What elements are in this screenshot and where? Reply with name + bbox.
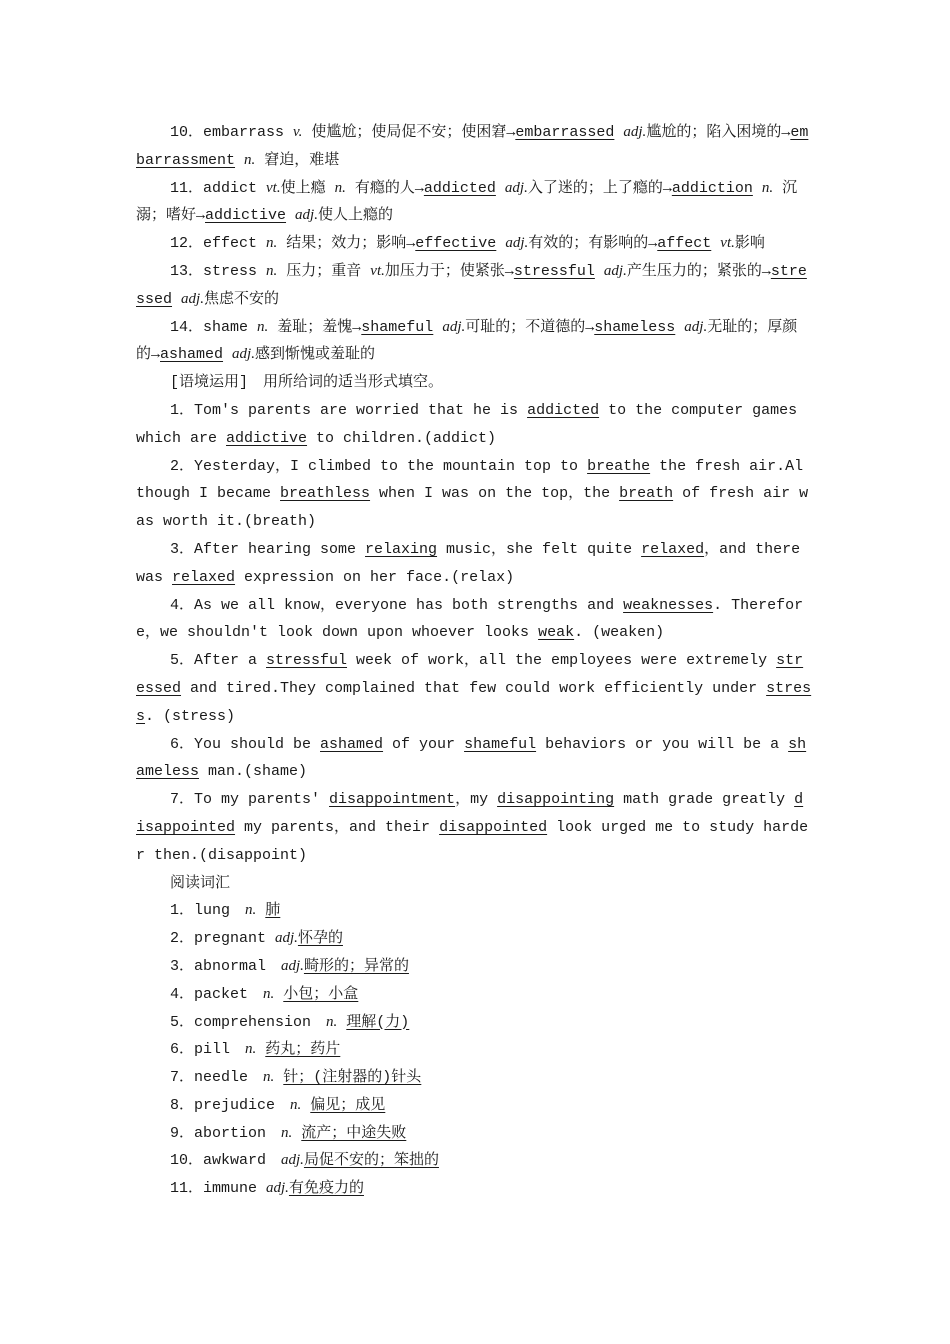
text-segment: 13．stress (170, 262, 267, 280)
answer-text: stressful (266, 652, 348, 670)
answer-text: effective (415, 235, 497, 253)
text-segment: 2．Yesterday，I climbed to the mountain top to (170, 457, 588, 475)
exercise-6 (136, 731, 812, 787)
text-segment: math grade greatly (614, 791, 795, 809)
part-of-speech: vt. (370, 262, 385, 279)
part-of-speech: n. (290, 1096, 302, 1113)
text-segment: . (weaken) (574, 624, 665, 642)
answer-text: disappointed (136, 791, 804, 836)
text-segment: 5．After a (170, 652, 267, 670)
text-segment: 14．shame (170, 318, 258, 336)
vocab-item-awkward (136, 1147, 812, 1175)
vocab-item-prejudice (136, 1092, 812, 1120)
text-segment: when I was on the top，the (370, 485, 620, 503)
text-segment: 羞耻；羞愧→ (268, 318, 362, 336)
text-segment (274, 1069, 283, 1086)
answer-text: relaxing (365, 540, 438, 558)
answer-text: disappointment (329, 791, 456, 809)
answer-text: addictive (226, 429, 308, 447)
text-segment: 1．lung (170, 902, 246, 920)
text-segment: 3．abnormal (170, 957, 282, 975)
text-segment: ，and there was (136, 540, 801, 586)
word-form-effect (136, 230, 812, 258)
exercise-7 (136, 786, 812, 869)
text-segment (753, 180, 762, 197)
answer-text: 肺 (265, 902, 281, 920)
text-segment: 6．pill (170, 1041, 246, 1059)
exercise-4 (136, 592, 812, 648)
answer-text: disappointed (439, 818, 548, 836)
part-of-speech: adj. (232, 346, 255, 363)
context-heading: [语境运用] 用所给词的适当形式填空。 (170, 374, 444, 392)
text-segment: 10．awkward (170, 1152, 282, 1170)
text-segment: my parents，and their (235, 818, 440, 836)
answer-text: shameful (361, 318, 434, 336)
text-segment: . Therefore，we shouldn't look down upon whoever looks (136, 596, 804, 642)
word-form-embarrass (136, 119, 812, 175)
answer-text: shameless (136, 735, 807, 781)
text-segment (433, 319, 442, 336)
text-segment: look urged me to study harder then.(disappoint) (136, 818, 809, 864)
answer-text: 局促不安的；笨拙的 (303, 1152, 439, 1170)
answer-text: ashamed (160, 346, 224, 364)
answer-text: addictive (205, 207, 287, 225)
text-segment: 4．As we all know，everyone has both strengths and (170, 596, 624, 614)
text-segment: 结果；效力；影响→ (277, 235, 416, 253)
part-of-speech: adj. (623, 124, 647, 140)
text-segment (256, 902, 265, 919)
text-segment: week of work，all the employees were extremely (347, 652, 777, 670)
answer-text: shameful (464, 735, 537, 753)
answer-text: addicted (423, 179, 496, 197)
part-of-speech: adj. (275, 930, 298, 947)
part-of-speech: n. (266, 235, 278, 252)
text-segment: 10．embarrass (170, 124, 294, 141)
vocab-item-abortion (136, 1120, 812, 1148)
vocab-item-comprehension (136, 1009, 812, 1037)
text-segment (292, 1125, 301, 1142)
vocab-item-packet (136, 981, 812, 1009)
part-of-speech: vt. (266, 179, 281, 196)
exercise-1 (136, 397, 812, 453)
text-segment: 8．prejudice (170, 1096, 291, 1114)
answer-text: weaknesses (623, 596, 714, 614)
text-segment (172, 291, 181, 308)
answer-text: 针；(注射器的)针头 (283, 1069, 422, 1087)
text-segment: 加压力于；使紧张→ (384, 262, 514, 280)
text-segment (256, 1041, 265, 1058)
word-form-stress (136, 258, 812, 314)
part-of-speech: n. (257, 318, 269, 335)
part-of-speech: adj. (684, 318, 708, 335)
text-segment: 焦虑不安的 (203, 290, 279, 308)
answer-text: 理解(力) (346, 1013, 410, 1031)
text-segment: behaviors or you will be a (536, 735, 789, 753)
answer-text: 药丸；药片 (265, 1041, 341, 1059)
part-of-speech: adj. (603, 262, 627, 279)
exercise-5 (136, 647, 812, 730)
part-of-speech: adj. (505, 235, 529, 252)
document-body (136, 119, 812, 1203)
part-of-speech: adj. (266, 1180, 289, 1197)
vocab-item-pregnant (136, 925, 812, 953)
text-segment: 使人上瘾的 (317, 207, 393, 225)
answer-text: stressed (136, 262, 807, 308)
answer-text: stressful (513, 262, 595, 280)
vocab-item-needle (136, 1064, 812, 1092)
answer-text: 流产；中途失败 (301, 1124, 407, 1142)
part-of-speech: n. (281, 1124, 293, 1141)
text-segment: 2．pregnant (170, 930, 276, 948)
answer-text: affect (657, 235, 712, 253)
text-segment: 7．needle (170, 1069, 264, 1087)
vocab-item-immune (136, 1175, 812, 1203)
answer-text: embarrassed (515, 124, 615, 141)
answer-text: disappointing (497, 791, 615, 809)
text-segment: 压力；重音 (277, 262, 371, 280)
part-of-speech: n. (245, 902, 257, 919)
word-form-shame (136, 314, 812, 370)
answer-text: shameless (594, 318, 676, 336)
vocab-item-pill (136, 1036, 812, 1064)
answer-text: ashamed (320, 735, 384, 753)
part-of-speech: n. (334, 179, 346, 196)
reading-vocab-heading: 阅读词汇 (170, 874, 231, 892)
text-segment: 使上瘾 (280, 179, 335, 197)
answer-text: 偏见；成见 (310, 1096, 386, 1114)
word-forms-section (136, 119, 812, 369)
text-segment (337, 1014, 346, 1031)
text-segment: the fresh air.Although I became (136, 457, 804, 503)
part-of-speech: adj. (504, 179, 528, 196)
part-of-speech: n. (263, 985, 275, 1002)
text-segment (675, 319, 684, 336)
text-segment: 有瘾的人→ (345, 179, 424, 197)
text-segment (496, 180, 505, 197)
answer-text: breathe (587, 457, 651, 475)
part-of-speech: n. (244, 151, 256, 168)
part-of-speech: adj. (181, 290, 204, 307)
part-of-speech: n. (263, 1069, 275, 1086)
text-segment: 1．Tom's parents are worried that he is (170, 401, 528, 419)
text-segment: 无耻的；厚颜的→ (136, 318, 798, 364)
text-segment: . (stress) (145, 707, 236, 725)
answer-text: addiction (671, 179, 753, 197)
text-segment: 可耻的；不道德的→ (465, 318, 595, 336)
text-segment: 入了迷的；上了瘾的→ (527, 179, 672, 197)
text-segment: music，she felt quite (437, 540, 642, 558)
text-segment (711, 235, 720, 252)
text-segment: 尴尬的；陷入困境的→ (646, 124, 791, 141)
exercises-section (136, 397, 812, 870)
word-form-addict (136, 175, 812, 231)
text-segment: 6．You should be (170, 735, 321, 753)
reading-vocab-list (136, 897, 812, 1203)
text-segment: 沉溺；嗜好→ (136, 179, 798, 225)
part-of-speech: vt. (720, 235, 735, 252)
answer-text: stressed (136, 652, 804, 697)
part-of-speech: n. (326, 1013, 338, 1030)
answer-text: breath (619, 485, 674, 503)
text-segment: 5．comprehension (170, 1013, 327, 1031)
part-of-speech: n. (245, 1041, 257, 1058)
text-segment: 12．effect (170, 235, 267, 253)
text-segment: 使尴尬；使局促不安；使困窘→ (302, 124, 516, 141)
text-segment: expression on her face.(relax) (235, 568, 515, 586)
answer-text: weak (538, 624, 575, 642)
text-segment (496, 235, 505, 252)
text-segment (595, 263, 604, 280)
answer-text: 畸形的；异常的 (303, 957, 409, 975)
text-segment (223, 346, 232, 363)
answer-text: breathless (280, 485, 371, 503)
text-segment: of fresh air was worth it.(breath) (136, 485, 809, 531)
part-of-speech: v. (293, 124, 303, 140)
answer-text: stress (136, 679, 812, 725)
part-of-speech: n. (266, 262, 278, 279)
text-segment: ，my (455, 791, 498, 809)
text-segment: 影响 (734, 235, 765, 253)
part-of-speech: adj. (295, 207, 318, 224)
part-of-speech: adj. (281, 1152, 304, 1169)
part-of-speech: adj. (442, 318, 466, 335)
vocab-item-lung (136, 897, 812, 925)
text-segment: 11．immune (170, 1180, 267, 1198)
vocab-item-abnormal (136, 953, 812, 981)
text-segment: 有效的；有影响的→ (528, 235, 658, 253)
answer-text: 小包；小盒 (283, 985, 359, 1003)
text-segment: to children.(addict) (307, 429, 497, 447)
text-segment (235, 152, 244, 169)
text-segment: of your (383, 735, 465, 753)
part-of-speech: n. (761, 179, 774, 196)
answer-text: relaxed (641, 540, 705, 558)
answer-text: embarrassment (136, 124, 809, 169)
exercise-2 (136, 453, 812, 536)
text-segment: 9．abortion (170, 1124, 282, 1142)
text-segment: 3．After hearing some (170, 540, 366, 558)
text-segment: to the computer games which are (136, 401, 798, 447)
text-segment (274, 986, 283, 1003)
text-segment: 产生压力的；紧张的→ (626, 262, 771, 280)
text-segment: 7．To my parents' (170, 791, 330, 809)
text-segment: 4．packet (170, 985, 264, 1003)
text-segment: man.(shame) (199, 763, 308, 781)
answer-text: relaxed (172, 568, 236, 586)
text-segment: and tired.They complained that few could work efficiently under (181, 679, 767, 697)
text-segment (286, 207, 295, 224)
text-segment: 11．addict (170, 179, 267, 197)
part-of-speech: adj. (281, 957, 304, 974)
answer-text: 怀孕的 (297, 930, 343, 948)
answer-text: addicted (527, 401, 600, 419)
text-segment: 窘迫，难堪 (255, 151, 340, 169)
text-segment: 感到惭愧或羞耻的 (254, 346, 375, 364)
answer-text: 有免疫力的 (288, 1180, 364, 1198)
exercise-3 (136, 536, 812, 592)
text-segment (301, 1097, 310, 1114)
